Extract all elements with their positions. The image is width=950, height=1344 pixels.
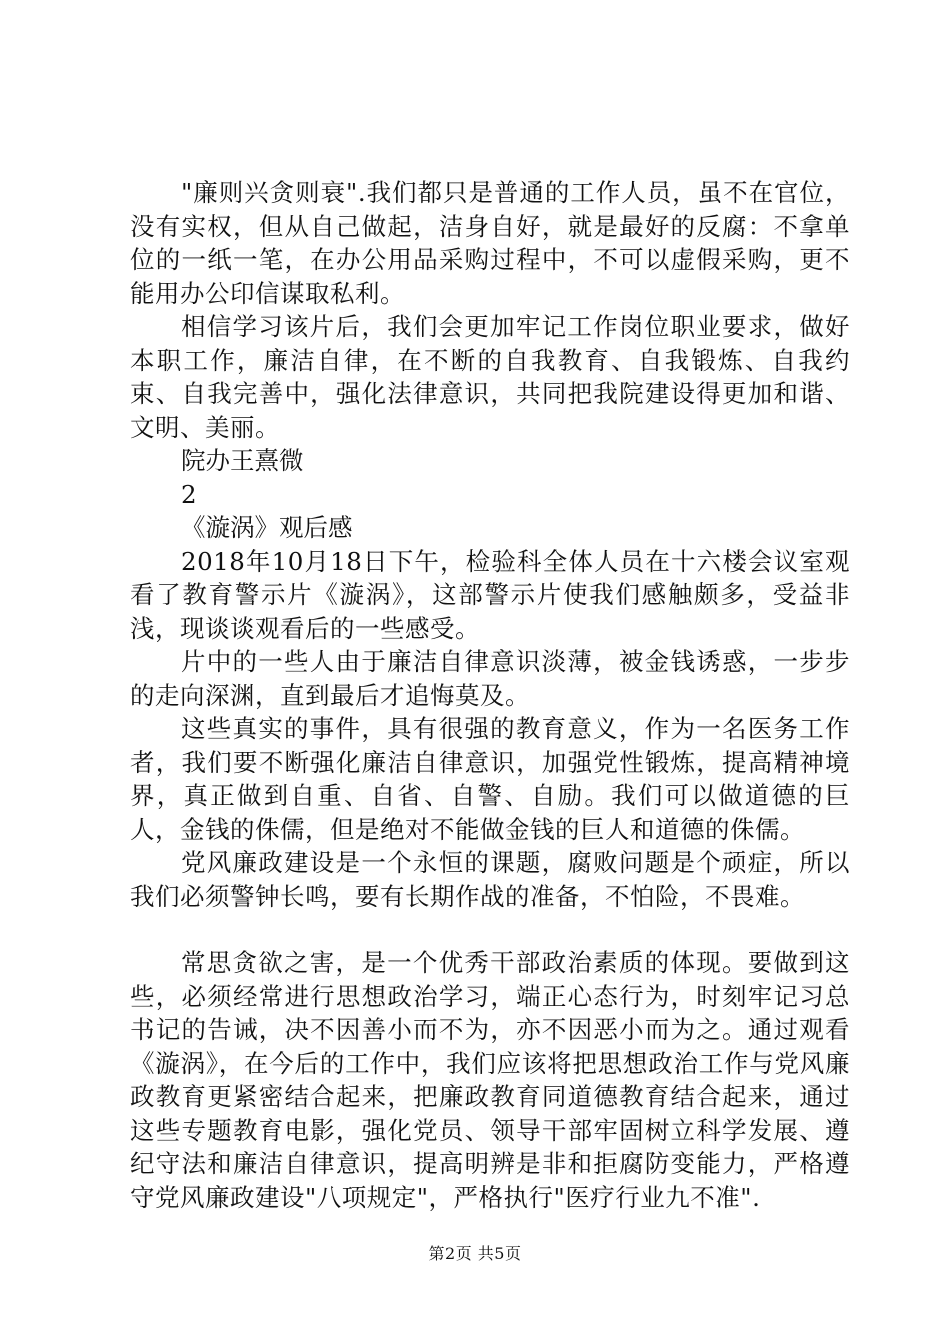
paragraph-gap — [130, 913, 850, 946]
section-title: 《漩涡》观后感 — [181, 513, 353, 542]
page-footer: 第2页 共5页 — [428, 1244, 522, 1263]
section-number: 2 — [181, 479, 197, 509]
paragraph-closing: 常思贪欲之害，是一个优秀干部政治素质的体现。要做到这些，必须经常进行思想政治学习，端正心态行为，时刻牢记习总书记的告诫，决不因善小而不为，亦不因恶小而为之。通过观看《漩涡》，在今后的工作中，我们应该将把思想政治工作与党风廉政教育更紧密结合起来，把廉政教育同道德教育结合起来，通过这些专题教育电影，强化党员、领导干部牢固树立科学发展、遵纪守法和廉洁自律意识，提高明辨是非和拒腐防变能力，严格遵守党风廉政建设"八项规定"，严格执行"医疗行业九不准". — [130, 948, 850, 1212]
paragraph-film-content: 片中的一些人由于廉洁自律意识淡薄，被金钱诱惑，一步步的走向深渊，直到最后才追悔莫及。 — [130, 647, 850, 710]
signature: 院办王熹微 — [181, 446, 304, 475]
document-body — [130, 176, 850, 1214]
paragraph-integrity: "廉则兴贪则衰".我们都只是普通的工作人员，虽不在官位，没有实权，但从自己做起，洁身自好，就是最好的反腐：不拿单位的一纸一笔，在办公用品采购过程中，不可以虚假采购，更不能用办公印信谋取私利。 — [130, 178, 850, 308]
paragraph-viewing: 2018年10月18日下午，检验科全体人员在十六楼会议室观看了教育警示片《漩涡》，这部警示片使我们感触颇多，受益非浅，现谈谈观看后的一些感受。 — [130, 546, 850, 643]
paragraph-commitment: 相信学习该片后，我们会更加牢记工作岗位职业要求，做好本职工作，廉洁自律，在不断的自我教育、自我锻炼、自我约束、自我完善中，强化法律意识，共同把我院建设得更加和谐、文明、美丽。 — [130, 312, 850, 442]
paragraph-education: 这些真实的事件，具有很强的教育意义，作为一名医务工作者，我们要不断强化廉洁自律意识，加强党性锻炼，提高精神境界，真正做到自重、自省、自警、自励。我们可以做道德的巨人，金钱的侏儒，但是绝对不能做金钱的巨人和道德的侏儒。 — [130, 714, 850, 844]
paragraph-party-conduct: 党风廉政建设是一个永恒的课题，腐败问题是个顽症，所以我们必须警钟长鸣，要有长期作战的准备，不怕险，不畏难。 — [130, 848, 850, 911]
